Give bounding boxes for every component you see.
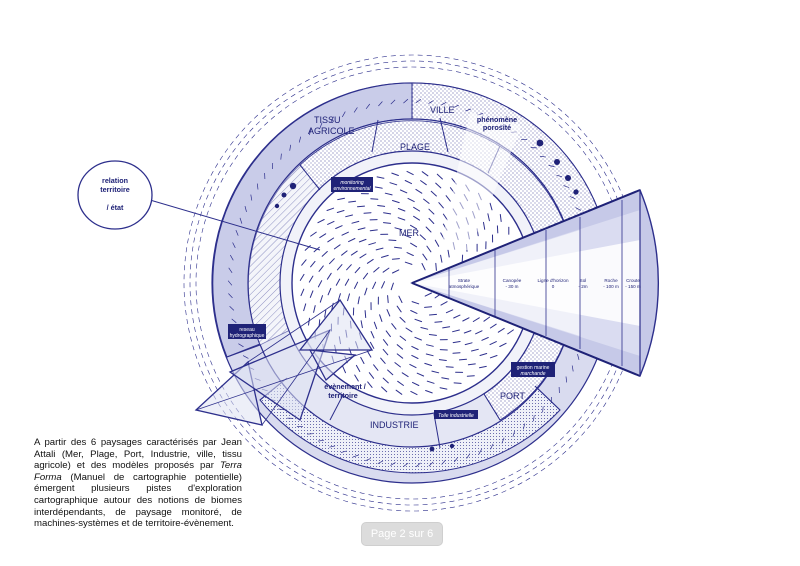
fan-label-3a: Ligne d'horizon <box>537 278 569 283</box>
fan-label-2b: - 30 m <box>505 284 519 289</box>
sea-flow-mark <box>430 314 437 315</box>
sea-flow-mark <box>364 213 371 214</box>
label-tissu-2: AGRICOLE <box>308 126 355 136</box>
sea-flow-mark <box>388 296 389 303</box>
svg-text:marchande: marchande <box>520 371 546 377</box>
relation-label-2: territoire <box>100 185 130 194</box>
sea-flow-mark <box>425 307 432 308</box>
sea-flow-mark <box>446 367 453 368</box>
fan-label-5b: - 100 m <box>603 284 619 289</box>
page-indicator: Page 2 sur 6 <box>362 523 442 545</box>
sea-flow-mark <box>454 383 461 384</box>
tag-monitoring <box>331 177 373 192</box>
fan-label-1b: atmosphérique <box>448 284 480 289</box>
fan-label-4a: Sol <box>579 278 587 283</box>
sea-flow-mark <box>365 311 366 318</box>
sea-flow-mark <box>436 263 437 270</box>
fan-label-5a: Roche <box>604 278 618 283</box>
phenomene-label-2: porosité <box>482 123 512 132</box>
caption-paragraph <box>34 437 242 530</box>
label-industrie: INDUSTRIE <box>370 420 419 430</box>
svg-text:reseau: reseau <box>239 327 255 333</box>
sea-flow-mark <box>392 259 399 260</box>
label-plage: PLAGE <box>400 142 431 152</box>
tag-gestion <box>511 362 555 377</box>
svg-text:hydrographique: hydrographique <box>229 333 265 339</box>
label-mer: MER <box>399 228 419 238</box>
evenement-label-2: territoire <box>328 391 358 400</box>
evenement-label-1: évènement / <box>324 382 366 391</box>
fan-label-4b: - 2m <box>578 284 588 289</box>
caption-emphasis: Terra Forma <box>34 460 242 483</box>
fan-label-6b: - 150 m <box>625 284 641 289</box>
caption-part-2: (Manuel de cartographie potentielle) émergent plusieurs pistes d'exploration cartographique autour des notions de biomes interdépendants, de paysage monitoré, de machines-systèmes et de territoire-évènement. <box>34 471 242 530</box>
relation-label-3: / état <box>106 203 124 212</box>
fan-label-6a: Croute <box>626 278 640 283</box>
relation-label-1: relation <box>102 176 128 185</box>
svg-text:Toile industrielle: Toile industrielle <box>438 413 474 419</box>
label-tissu-1: TISSU <box>314 115 341 125</box>
fan-label-3b: 0 <box>551 284 555 289</box>
svg-text:environnemental: environnemental <box>333 186 371 192</box>
svg-text:gestion marine: gestion marine <box>516 365 550 371</box>
sea-flow-mark <box>371 199 378 200</box>
label-ville: VILLE <box>430 105 455 115</box>
tag-reseau <box>228 324 266 339</box>
caption-part-1: A partir des 6 paysages caractérisés par Jean Attali (Mer, Plage, Port, Industrie, ville, tissu agricole) et des modèles proposés par <box>34 437 242 472</box>
fan-label-1a: Strate <box>457 278 471 283</box>
svg-text:monitoring: monitoring <box>340 180 364 186</box>
fan-label-2a: Canopée <box>502 278 522 283</box>
tag-toile <box>434 410 478 419</box>
sea-flow-mark <box>435 322 442 323</box>
relation-ellipse <box>78 161 152 229</box>
phenomene-label-1: phénomène <box>476 115 518 124</box>
sea-flow-mark <box>358 206 365 207</box>
sea-flow-mark <box>460 359 467 360</box>
sea-flow-mark <box>453 353 460 354</box>
sea-flow-mark <box>389 240 396 241</box>
label-port: PORT <box>500 391 525 401</box>
